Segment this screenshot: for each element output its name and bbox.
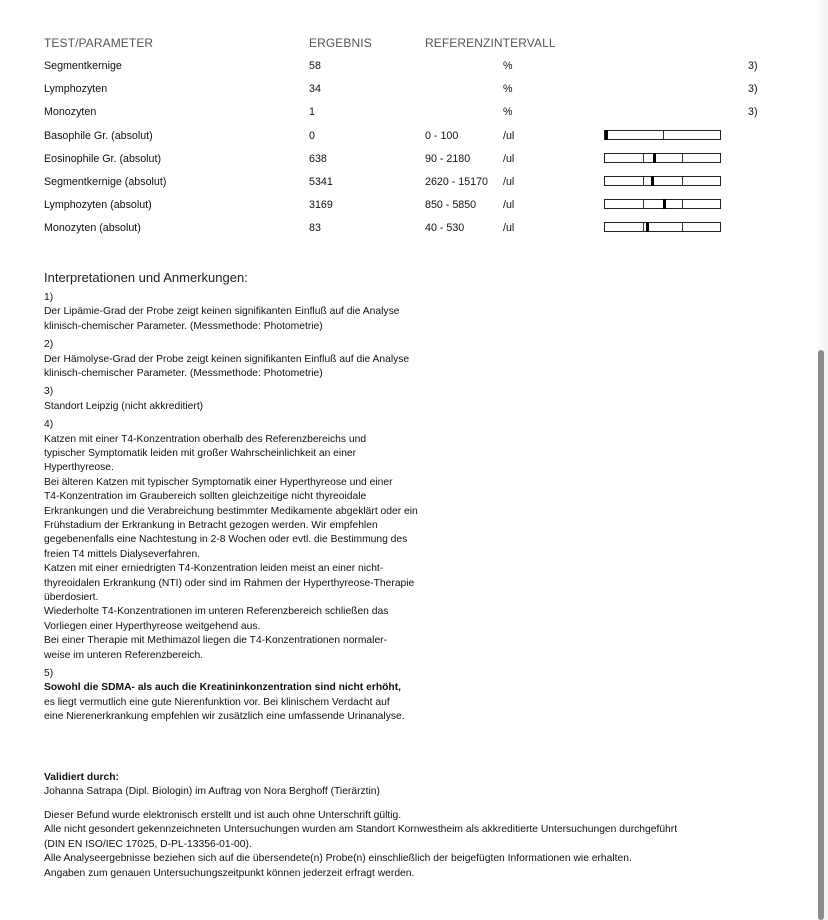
unit: /ul [503, 152, 515, 165]
table-row [0, 60, 828, 76]
footnote-ref: 3) [748, 60, 758, 72]
footnote-ref: 3) [748, 106, 758, 119]
gauge-marker [663, 199, 666, 209]
note-line: thyreoidalen Erkrankung (NTI) oder sind im Rahmen der Hyperthyreose-Therapie [44, 577, 415, 589]
note-line: Der Hämolyse-Grad der Probe zeigt keinen signifikanten Einfluß auf die Analyse [44, 353, 410, 365]
reference-gauge [604, 199, 721, 209]
footer-line: Alle nicht gesondert gekennzeichneten Untersuchungen wurden am Standort Kornwestheim als akkreditierte Untersuchungen durchgeführt [44, 824, 678, 836]
scrollbar-thumb[interactable] [818, 350, 824, 920]
unit: % [503, 60, 513, 72]
reference-interval: 2620 - 15170 [425, 176, 488, 188]
note-line: Bei einer Therapie mit Methimazol liegen die T4-Konzentrationen normaler- [44, 635, 388, 647]
unit: % [503, 106, 513, 119]
unit: /ul [503, 176, 515, 188]
note-number: 2) [44, 339, 54, 351]
footnote-ref: 3) [748, 83, 758, 96]
reference-gauge [604, 130, 721, 140]
reference-gauge [604, 222, 721, 232]
report-footer [44, 809, 677, 881]
note-line: Hyperthyreose. [44, 462, 114, 474]
gauge-tick [643, 177, 644, 185]
table-row [0, 222, 828, 238]
footer-line: Dieser Befund wurde elektronisch erstellt und ist auch ohne Unterschrift gültig. [44, 810, 402, 821]
note-line: Erkrankungen und die Verabreichung bestimmter Medikamente abgeklärt oder ein [44, 505, 418, 517]
footer-line: Angaben zum genauen Untersuchungszeitpunkt können jederzeit erfragt werden. [44, 867, 415, 879]
note-line: eine Nierenerkrankung empfehlen wir zusätzlich eine umfassende Urinanalyse. [44, 711, 405, 723]
gauge-tick [643, 223, 644, 231]
note-line: T4-Konzentration im Graubereich sollten gleichzeitige nicht thyreoidale [44, 491, 367, 503]
footer-line: (DIN EN ISO/IEC 17025, D-PL-13356-01-00). [44, 838, 252, 850]
note-number: 3) [44, 386, 54, 398]
gauge-tick [682, 154, 683, 162]
reference-interval: 0 - 100 [425, 129, 459, 142]
note-bold-line: Sowohl die SDMA- als auch die Kreatininkonzentration sind nicht erhöht, [44, 682, 401, 694]
note-line: weise im unteren Referenzbereich. [44, 649, 204, 661]
unit: % [503, 83, 513, 96]
note-section [44, 385, 203, 414]
result-value: 5341 [309, 176, 333, 188]
unit: /ul [503, 199, 515, 212]
gauge-marker [646, 222, 649, 232]
note-line: klinisch-chemischer Parameter. (Messmethode: Photometrie) [44, 368, 323, 379]
note-section [44, 338, 409, 381]
note-line: Katzen mit einer T4-Konzentration oberhalb des Referenzbereichs und [44, 433, 367, 445]
note-line: Frühstadium der Erkrankung in Betracht gezogen werden. Wir empfehlen [44, 520, 378, 532]
parameter-name: Monozyten (absolut) [44, 222, 141, 235]
table-row [0, 83, 828, 99]
unit: /ul [503, 222, 515, 235]
parameter-name: Eosinophile Gr. (absolut) [44, 152, 162, 165]
gauge-tick [682, 177, 683, 185]
gauge-tick [663, 131, 664, 139]
gauge-tick [643, 200, 644, 208]
result-value: 638 [309, 152, 327, 165]
parameter-name: Segmentkernige [44, 60, 122, 72]
table-row [0, 176, 828, 192]
parameter-name: Segmentkernige (absolut) [44, 176, 167, 188]
result-value: 34 [309, 83, 321, 96]
result-value: 0 [309, 129, 315, 142]
note-number: 4) [44, 419, 54, 431]
header-reference: REFERENZINTERVALL [425, 36, 556, 50]
reference-interval: 90 - 2180 [425, 152, 471, 165]
note-line: Katzen mit einer erniedrigten T4-Konzentration leiden meist an einer nicht- [44, 563, 384, 575]
note-line: Vorliegen einer Hyperthyreose weitgehend aus. [44, 620, 261, 632]
table-row [0, 199, 828, 215]
table-row [0, 130, 828, 146]
reference-interval: 850 - 5850 [425, 199, 477, 212]
interpretation-title: Interpretationen und Anmerkungen: [44, 270, 248, 285]
result-value: 83 [309, 222, 321, 235]
note-line: Bei älteren Katzen mit typischer Symptomatik einer Hyperthyreose und einer [44, 476, 393, 488]
gauge-tick [682, 200, 683, 208]
note-line: gegebenenfalls eine Nachtestung in 2-8 Wochen oder evtl. die Bestimmung des [44, 534, 408, 546]
parameter-name: Lymphozyten [44, 83, 108, 96]
gauge-marker [605, 130, 608, 140]
note-section [44, 418, 418, 663]
gauge-tick [643, 154, 644, 162]
gauge-marker [651, 176, 654, 186]
validation-label: Validiert durch: [44, 772, 119, 783]
note-line: überdosiert. [44, 592, 99, 604]
note-line: Der Lipämie-Grad der Probe zeigt keinen signifikanten Einfluß auf die Analyse [44, 306, 400, 318]
table-row [0, 106, 828, 122]
note-line: Wiederholte T4-Konzentrationen im unteren Referenzbereich schließen das [44, 606, 389, 618]
result-value: 3169 [309, 199, 333, 212]
note-section [44, 667, 405, 725]
note-line: freien T4 mittels Dialyseverfahren. [44, 548, 201, 560]
note-line: klinisch-chemischer Parameter. (Messmethode: Photometrie) [44, 320, 323, 332]
unit: /ul [503, 129, 515, 142]
parameter-name: Lymphozyten (absolut) [44, 199, 152, 212]
table-row [0, 153, 828, 169]
parameter-name: Basophile Gr. (absolut) [44, 129, 153, 142]
validation-block [44, 771, 380, 800]
gauge-marker [653, 153, 656, 163]
reference-gauge [604, 153, 721, 163]
gauge-tick [682, 223, 683, 231]
note-line: es liegt vermutlich eine gute Nierenfunktion vor. Bei klinischem Verdacht auf [44, 696, 390, 708]
footer-line: Alle Analyseergebnisse beziehen sich auf die übersendete(n) Probe(n) einschließlich der beigefügten Informationen wie erhalten. [44, 853, 632, 865]
header-test: TEST/PARAMETER [44, 36, 154, 50]
note-number: 5) [44, 668, 54, 679]
parameter-name: Monozyten [44, 106, 97, 119]
validation-person: Johanna Satrapa (Dipl. Biologin) im Auftrag von Nora Berghoff (Tierärztin) [44, 786, 380, 798]
note-line: Standort Leipzig (nicht akkreditiert) [44, 400, 204, 412]
header-result: ERGEBNIS [309, 36, 372, 50]
result-value: 1 [309, 106, 315, 119]
note-number: 1) [44, 292, 54, 303]
reference-interval: 40 - 530 [425, 222, 465, 235]
note-section [44, 291, 399, 334]
reference-gauge [604, 176, 721, 186]
note-line: typischer Symptomatik leiden mit großer Wahrscheinlichkeit an einer [44, 448, 357, 459]
result-value: 58 [309, 60, 321, 72]
